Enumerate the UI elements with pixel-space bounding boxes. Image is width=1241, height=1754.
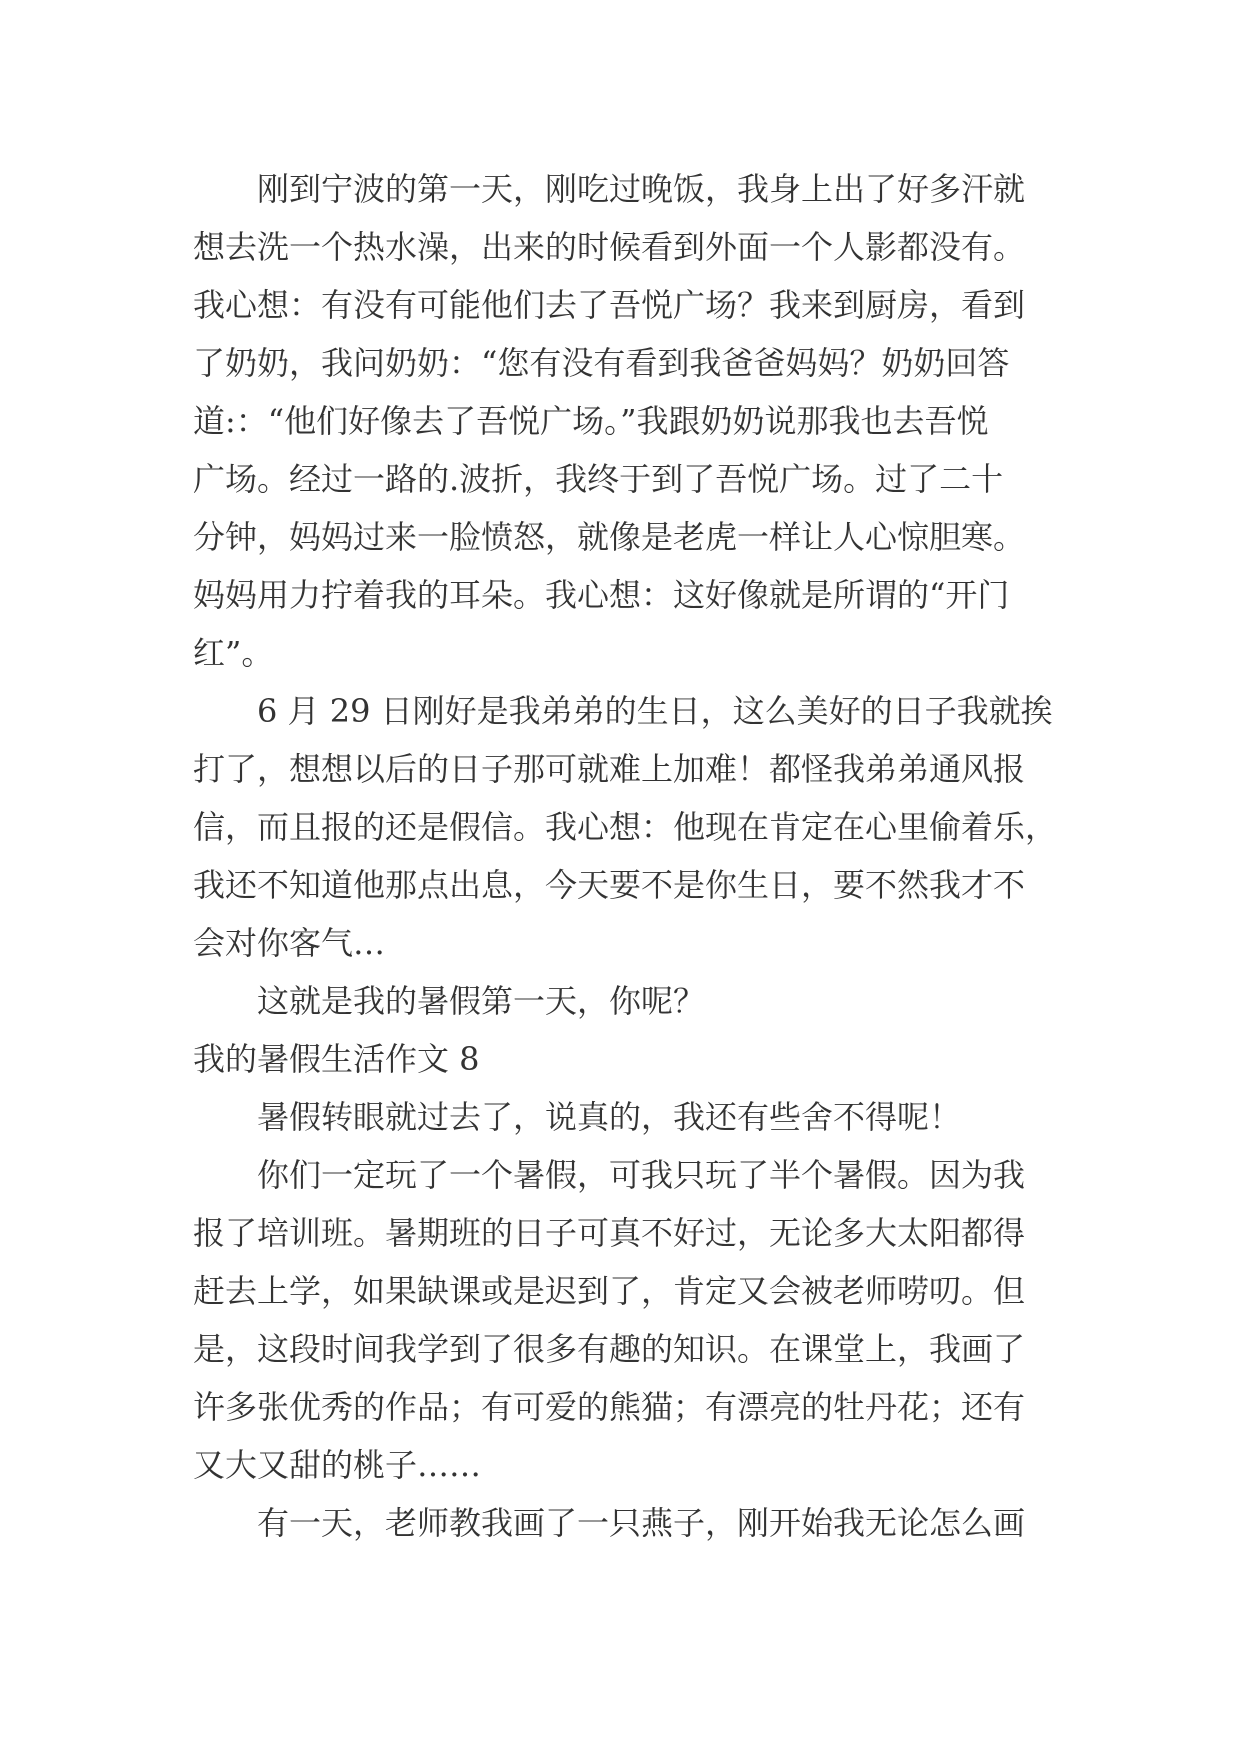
text-line: 妈妈用力拧着我的耳朵。我心想：这好像就是所谓的“开门 (193, 576, 1010, 614)
text-line: 红”。 (193, 634, 274, 672)
text-line: 许多张优秀的作品；有可爱的熊猫；有漂亮的牡丹花；还有 (193, 1388, 1026, 1426)
text-line: 我心想：有没有可能他们去了吾悦广场？我来到厨房，看到 (193, 286, 1026, 324)
text-line: 赶去上学，如果缺课或是迟到了，肯定又会被老师唠叨。但 (193, 1272, 1026, 1310)
text-line: 信，而且报的还是假信。我心想：他现在肯定在心里偷着乐， (193, 808, 1058, 846)
text-line: 想去洗一个热水澡，出来的时候看到外面一个人影都没有。 (193, 228, 1026, 266)
text-line: 分钟，妈妈过来一脸愤怒，就像是老虎一样让人心惊胆寒。 (193, 518, 1026, 556)
text-line: 6 月 29 日刚好是我弟弟的生日，这么美好的日子我就挨 (257, 692, 1053, 730)
text-line: 会对你客气… (193, 924, 386, 962)
document-body (193, 160, 1063, 1552)
text-line: 我还不知道他那点出息，今天要不是你生日，要不然我才不 (193, 866, 1026, 904)
text-line: 又大又甜的桃子…… (193, 1446, 482, 1484)
text-line: 报了培训班。暑期班的日子可真不好过，无论多大太阳都得 (193, 1214, 1026, 1252)
text-line: 广场。经过一路的.波折，我终于到了吾悦广场。过了二十 (193, 460, 1004, 498)
text-line: 道:：“他们好像去了吾悦广场。”我跟奶奶说那我也去吾悦 (193, 402, 989, 440)
text-line: 刚到宁波的第一天，刚吃过晚饭，我身上出了好多汗就 (257, 170, 1026, 208)
text-line: 暑假转眼就过去了，说真的，我还有些舍不得呢！ (257, 1098, 962, 1136)
text-line: 你们一定玩了一个暑假，可我只玩了半个暑假。因为我 (257, 1156, 1026, 1194)
text-line: 是，这段时间我学到了很多有趣的知识。在课堂上，我画了 (193, 1330, 1026, 1368)
text-line: 有一天，老师教我画了一只燕子，刚开始我无论怎么画 (257, 1504, 1026, 1542)
text-line: 了奶奶，我问奶奶：“您有没有看到我爸爸妈妈？奶奶回答 (193, 344, 1010, 382)
text-line: 这就是我的暑假第一天，你呢？ (257, 982, 706, 1020)
text-line: 我的暑假生活作文 8 (193, 1040, 480, 1078)
text-line: 打了，想想以后的日子那可就难上加难！都怪我弟弟通风报 (193, 750, 1026, 788)
